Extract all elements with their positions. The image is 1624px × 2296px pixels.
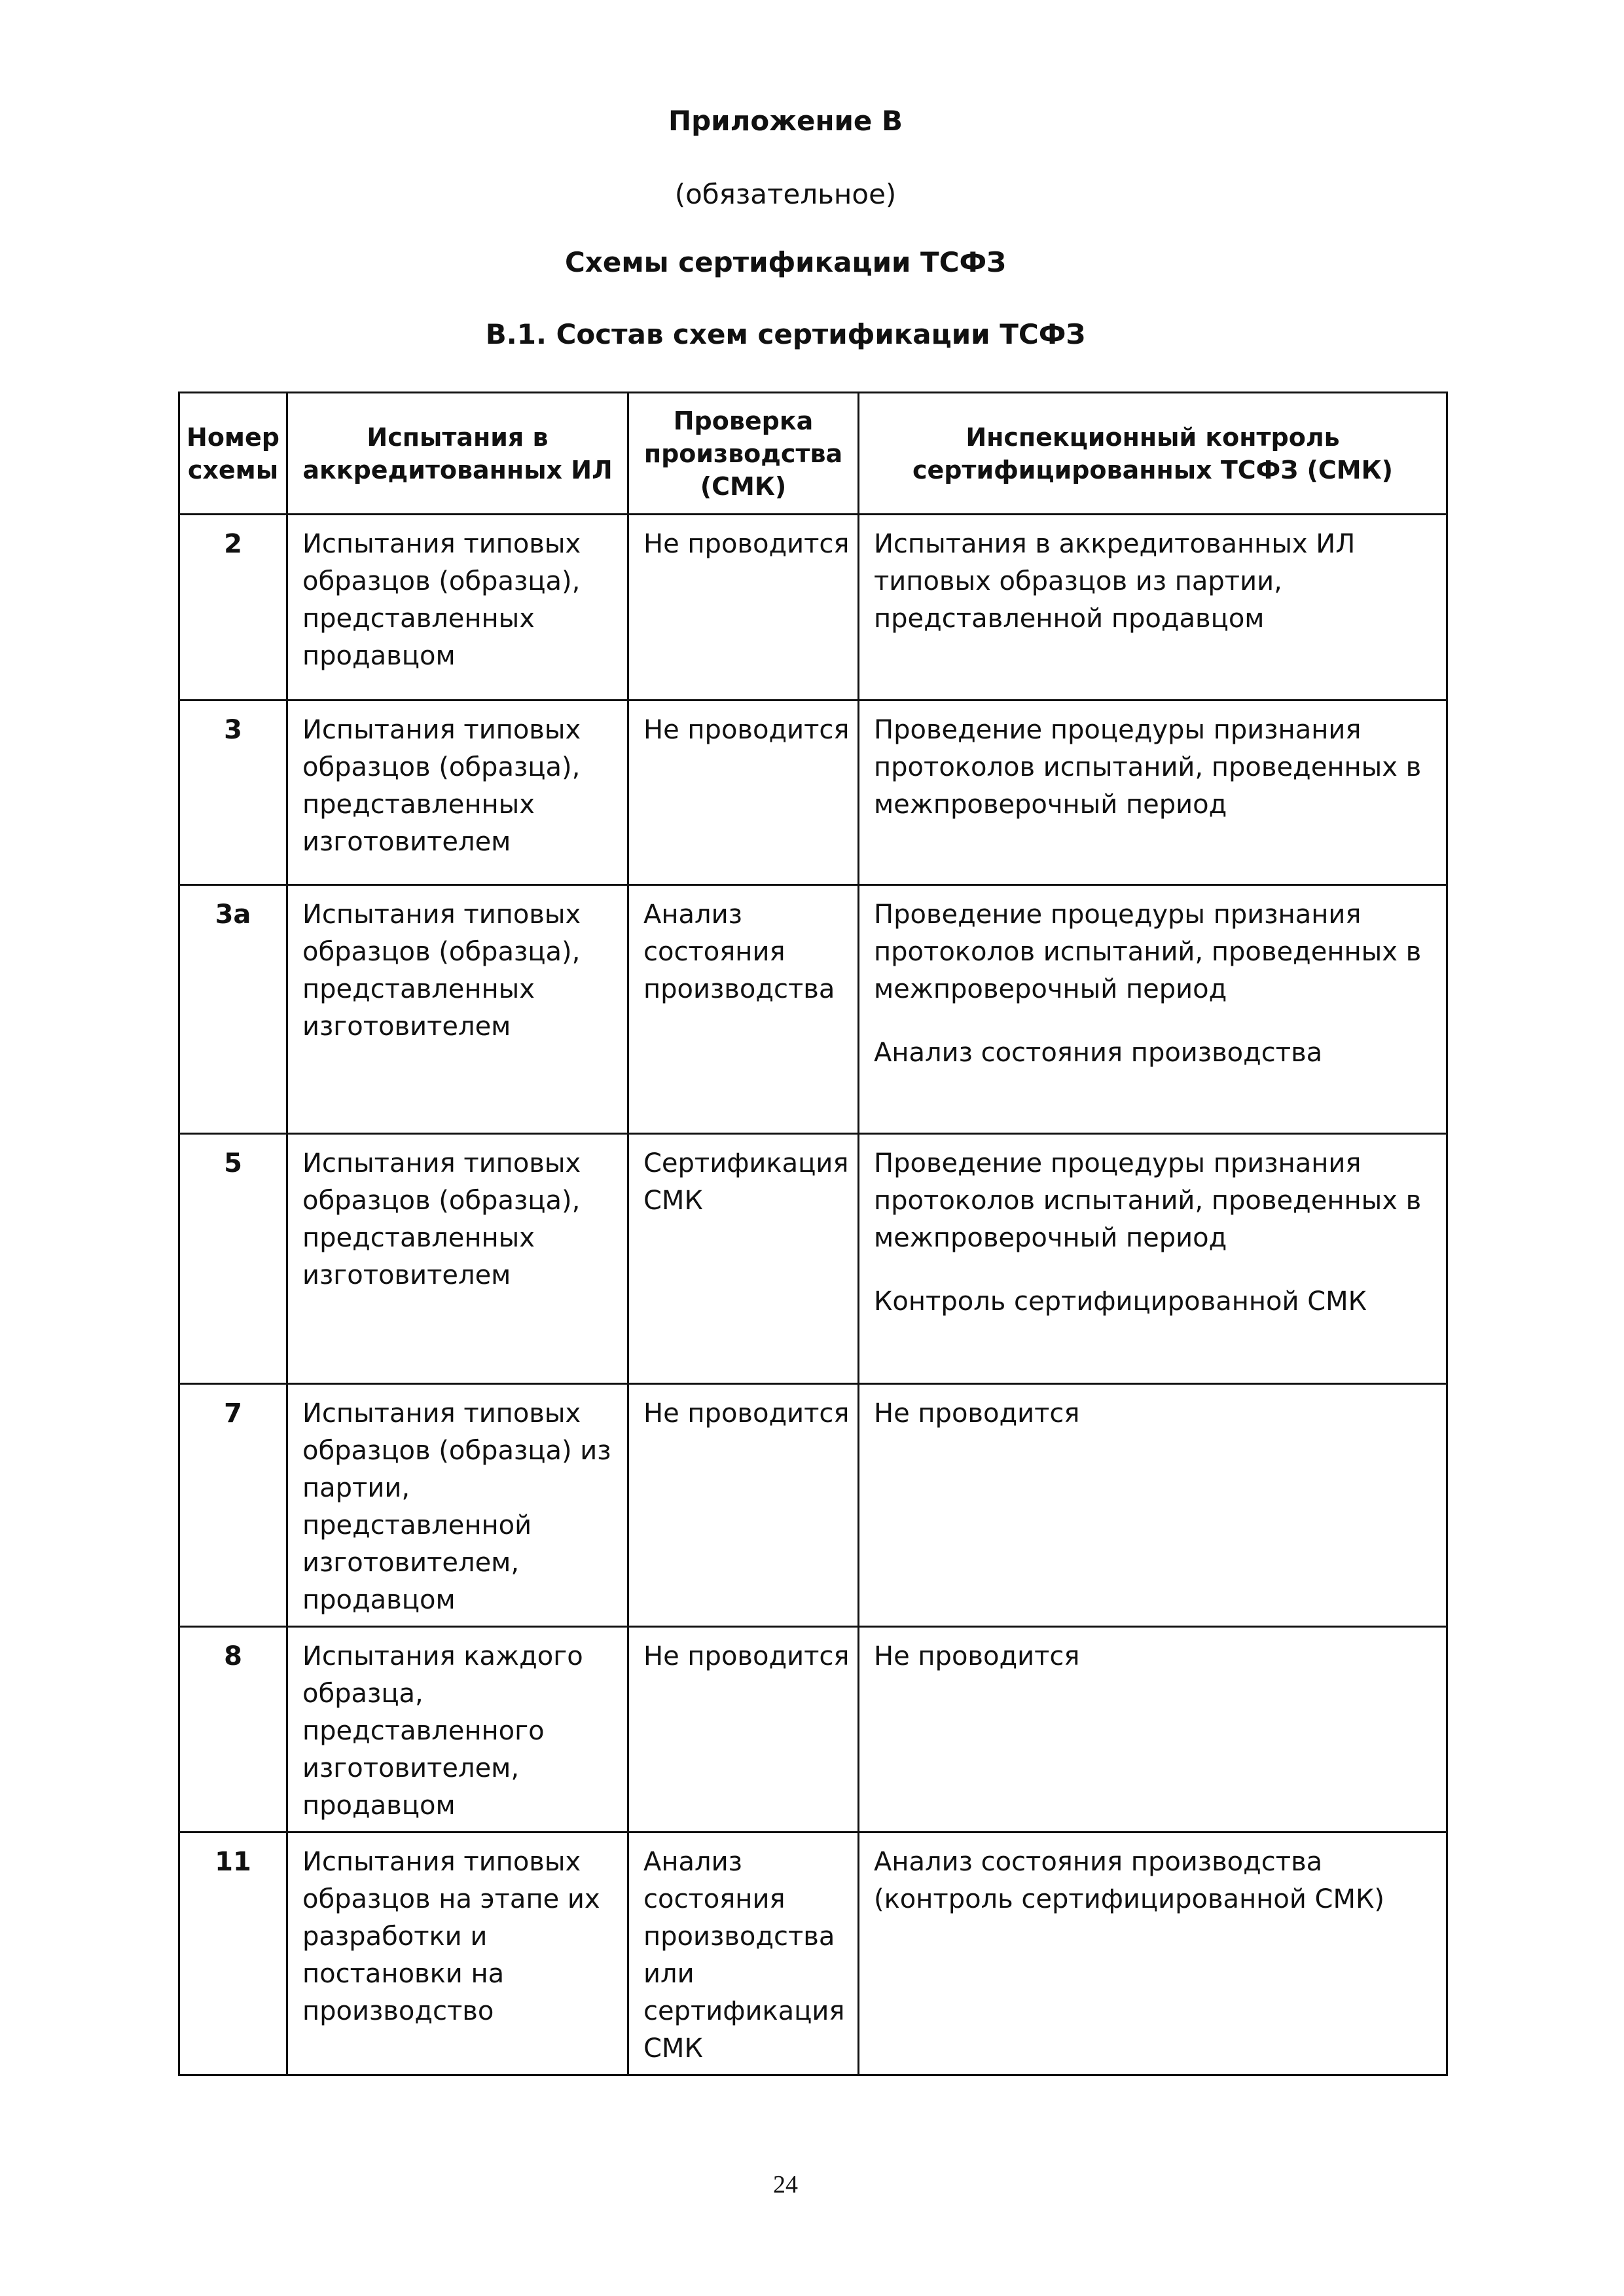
inspection-cell: Не проводится bbox=[859, 1627, 1447, 1832]
tests-cell: Испытания типовых образцов (образца), представленных изготовителем bbox=[287, 1134, 628, 1384]
table-row bbox=[179, 885, 1447, 1134]
inspection-cell: Проведение процедуры признания протоколов испытаний, проведенных в межпроверочный период bbox=[859, 701, 1447, 885]
inspection-cell bbox=[859, 1134, 1447, 1384]
scheme-number: 3а bbox=[179, 885, 287, 1134]
certification-schemes-table bbox=[178, 392, 1448, 2076]
inspection-cell: Анализ состояния производства (контроль сертифицированной СМК) bbox=[859, 1832, 1447, 2075]
inspection-text: Проведение процедуры признания протоколов испытаний, проведенных в межпроверочный период bbox=[874, 1148, 1422, 1253]
tests-cell: Испытания типовых образцов (образца), представленных изготовителем bbox=[287, 701, 628, 885]
scheme-number: 5 bbox=[179, 1134, 287, 1384]
column-header-tests: Испытания в аккредитованных ИЛ bbox=[287, 393, 628, 515]
table-row bbox=[179, 701, 1447, 885]
scheme-number: 7 bbox=[179, 1384, 287, 1627]
production-cell: Не проводится bbox=[628, 701, 859, 885]
column-header-scheme-number: Номер схемы bbox=[179, 393, 287, 515]
appendix-title: Приложение В bbox=[668, 105, 903, 137]
scheme-number: 11 bbox=[179, 1832, 287, 2075]
table-row bbox=[179, 1134, 1447, 1384]
table-row bbox=[179, 515, 1447, 701]
inspection-cell: Испытания в аккредитованных ИЛ типовых образцов из партии, представленной продавцом bbox=[859, 515, 1447, 701]
scheme-number: 3 bbox=[179, 701, 287, 885]
tests-cell: Испытания каждого образца, представленного изготовителем, продавцом bbox=[287, 1627, 628, 1832]
production-cell: Сертификация СМК bbox=[628, 1134, 859, 1384]
production-cell: Анализ состояния производства или сертификация СМК bbox=[628, 1832, 859, 2075]
column-header-inspection-control: Инспекционный контроль сертифицированных ТСФЗ (СМК) bbox=[859, 393, 1447, 515]
production-cell: Не проводится bbox=[628, 1384, 859, 1627]
inspection-text: Проведение процедуры признания протоколов испытаний, проведенных в межпроверочный период bbox=[874, 900, 1422, 1004]
subsection-title: В.1. Состав схем сертификации ТСФЗ bbox=[485, 318, 1086, 350]
table-header-row bbox=[179, 393, 1447, 515]
production-cell: Не проводится bbox=[628, 1627, 859, 1832]
inspection-extra-text: Контроль сертифицированной СМК bbox=[874, 1286, 1367, 1317]
inspection-cell: Не проводится bbox=[859, 1384, 1447, 1627]
table-row bbox=[179, 1384, 1447, 1627]
production-cell: Анализ состояния производства bbox=[628, 885, 859, 1134]
appendix-status: (обязательное) bbox=[674, 178, 897, 210]
scheme-number: 2 bbox=[179, 515, 287, 701]
section-title: Схемы сертификации ТСФЗ bbox=[564, 246, 1007, 278]
tests-cell: Испытания типовых образцов (образца) из партии, представленной изготовителем, продавцом bbox=[287, 1384, 628, 1627]
column-header-production-check: Проверка производства (СМК) bbox=[628, 393, 859, 515]
table-row bbox=[179, 1832, 1447, 2075]
tests-cell: Испытания типовых образцов (образца), представленных продавцом bbox=[287, 515, 628, 701]
table-row bbox=[179, 1627, 1447, 1832]
inspection-cell bbox=[859, 885, 1447, 1134]
page-number: 24 bbox=[773, 2171, 798, 2198]
scheme-number: 8 bbox=[179, 1627, 287, 1832]
tests-cell: Испытания типовых образцов (образца), представленных изготовителем bbox=[287, 885, 628, 1134]
production-cell: Не проводится bbox=[628, 515, 859, 701]
tests-cell: Испытания типовых образцов на этапе их разработки и постановки на производство bbox=[287, 1832, 628, 2075]
inspection-extra-text: Анализ состояния производства bbox=[874, 1038, 1323, 1068]
